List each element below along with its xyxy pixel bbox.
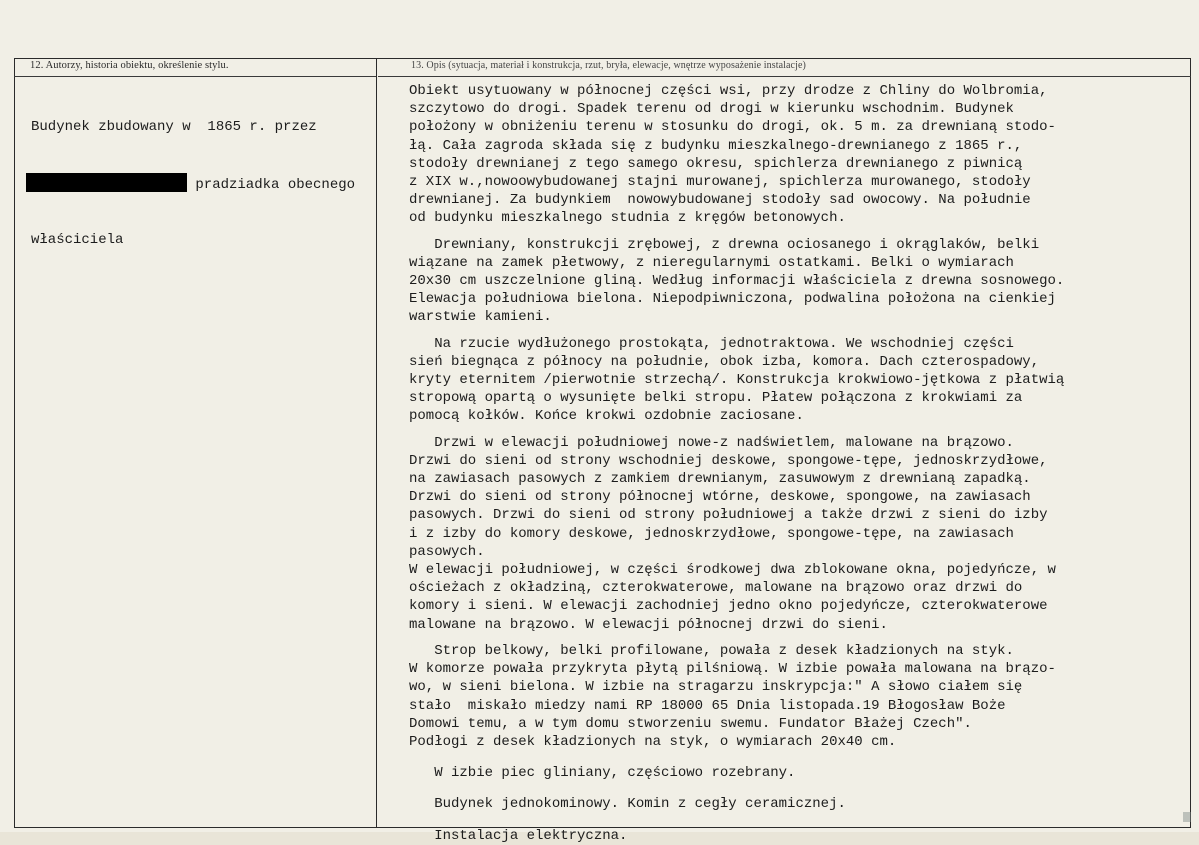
description-paragraph xyxy=(409,827,1191,845)
description-line: Elewacja południowa bielona. Niepodpiwniczona, podwalina położona na cienkiej xyxy=(409,291,1056,308)
section-13-header: 13. Opis (sytuacja, materiał i konstrukcja, rzut, bryła, elewacje, wnętrze wyposażenie instalacje) xyxy=(411,60,806,71)
description-line: Budynek jednokominowy. Komin z cegły ceramicznej. xyxy=(409,796,846,813)
description-line: Drewniany, konstrukcji zrębowej, z drewna ociosanego i okrąglaków, belki xyxy=(409,236,1040,253)
description-line: szczytowo do drogi. Spadek terenu od drogi w kierunku wschodnim. Budynek xyxy=(409,101,1014,118)
description-line: kryty eternitem /pierwotnie strzechą/. Konstrukcja krokwiowo-jętkowa z płatwią xyxy=(409,372,1065,389)
description-line: Drzwi w elewacji południowej nowe-z nadświetlem, malowane na brązowo. xyxy=(409,434,1014,451)
description-line: od budynku mieszkalnego studnia z kręgów betonowych. xyxy=(409,210,846,227)
description-paragraph xyxy=(409,236,1191,327)
description-line: i z izby do komory deskowe, jednoskrzydłowe, spongowe-tępe, na zawiasach xyxy=(409,525,1014,542)
description-line: Drzwi do sieni od strony północnej wtórne, deskowe, spongowe, na zawiasach xyxy=(409,489,1031,506)
history-text xyxy=(31,82,376,285)
paper-speck xyxy=(1183,812,1191,822)
description-paragraph xyxy=(409,642,1191,751)
description-line: pomocą kołków. Końce krokwi ozdobnie zaciosane. xyxy=(409,408,804,425)
description-line: W elewacji południowej, w części środkowej dwa zblokowane okna, pojedyńcze, w xyxy=(409,562,1056,579)
description-paragraph xyxy=(409,764,1191,782)
description-line: Podłogi z desek kładzionych na styk, o wymiarach 20x40 cm. xyxy=(409,733,897,750)
description-line: malowane na brązowo. W elewacji północnej drzwi do sieni. xyxy=(409,616,888,633)
description-line: pasowych. xyxy=(409,543,485,560)
description-line: Obiekt usytuowany w północnej części wsi, przy drodze z Chliny do Wolbromia, xyxy=(409,83,1048,99)
description-line: łą. Cała zagroda składa się z budynku mieszkalnego-drewnianego z 1865 r., xyxy=(409,137,1023,154)
history-line-3: właściciela xyxy=(31,231,124,248)
description-line: pasowych. Drzwi do sieni od strony południowej a także drzwi z sieni do izby xyxy=(409,507,1048,524)
history-line-2-text: pradziadka obecnego xyxy=(187,177,356,194)
description-paragraph xyxy=(409,335,1191,426)
description-line: Instalacja elektryczna. xyxy=(409,827,628,844)
header-rule-right xyxy=(378,76,1191,77)
description-line: warstwie kamieni. xyxy=(409,309,552,326)
description-line: położony w obniżeniu terenu w stosunku do drogi, ok. 5 m. za drewnianą stodo- xyxy=(409,119,1056,136)
description-line: stodoły drewnianej z tego samego okresu, spichlerza drewnianego z piwnicą xyxy=(409,155,1023,172)
history-line-2 xyxy=(31,173,376,194)
description-paragraph xyxy=(409,795,1191,813)
description-line: sień biegnąca z północy na południe, obok izba, komora. Dach czterospadowy, xyxy=(409,353,1040,370)
description-line: Na rzucie wydłużonego prostokąta, jednotraktowa. We wschodniej części xyxy=(409,335,1014,352)
description-line: komory i sieni. W elewacji zachodniej jedno okno pojedyńcze, czterokwaterowe xyxy=(409,598,1048,615)
description-line: Drzwi do sieni od strony wschodniej deskowe, spongowe-tępe, jednoskrzydłowe, xyxy=(409,452,1048,469)
header-rule-left xyxy=(14,76,376,77)
column-divider xyxy=(376,58,377,828)
history-line-1: Budynek zbudowany w 1865 r. przez xyxy=(31,119,317,136)
description-line: 20x30 cm uszczelnione gliną. Według informacji właściciela z drewna sosnowego. xyxy=(409,273,1065,290)
description-line: W komorze powała przykryta płytą pilśniową. W izbie powała malowana na brązo- xyxy=(409,661,1056,678)
description-paragraph xyxy=(409,434,1191,634)
description-line: drewnianej. Za budynkiem nowowybudowanej stodoły sad owocowy. Na południe xyxy=(409,192,1031,209)
description-line: Strop belkowy, belki profilowane, powała z desek kładzionych na styk. xyxy=(409,642,1014,659)
description-line: wo, w sieni bielona. W izbie na stragarzu inskrypcja:" A słowo ciałem się xyxy=(409,679,1023,696)
description-line: z XIX w.,nowoowybudowanej stajni murowanej, spichlerza murowanego, stodoły xyxy=(409,174,1031,191)
description-line: Domowi temu, a w tym domu stworzeniu swemu. Fundator Błażej Czech". xyxy=(409,715,972,732)
description-line: stało miskało miedzy nami RP 18000 65 Dnia listopada.19 Błogosław Boże xyxy=(409,697,1006,714)
description-text xyxy=(409,82,1191,845)
description-paragraph xyxy=(409,82,1191,228)
description-line: stropową opartą o wysunięte belki stropu. Płatew połączona z krokwiami za xyxy=(409,390,1023,407)
section-12-header: 12. Autorzy, historia obiektu, określenie stylu. xyxy=(30,60,229,71)
description-line: na zawiasach pasowych z zamkiem drewnianym, zasuwowym z drewnianą zapadką. xyxy=(409,471,1031,488)
description-line: wiązane na zamek płetwowy, z nieregularnymi ostatkami. Belki o wymiarach xyxy=(409,254,1014,271)
description-line: ościeżach z okładziną, czterokwaterowe, malowane na brązowo oraz drzwi do xyxy=(409,580,1023,597)
description-line: W izbie piec gliniany, częściowo rozebrany. xyxy=(409,765,796,782)
redaction-bar xyxy=(26,173,187,192)
